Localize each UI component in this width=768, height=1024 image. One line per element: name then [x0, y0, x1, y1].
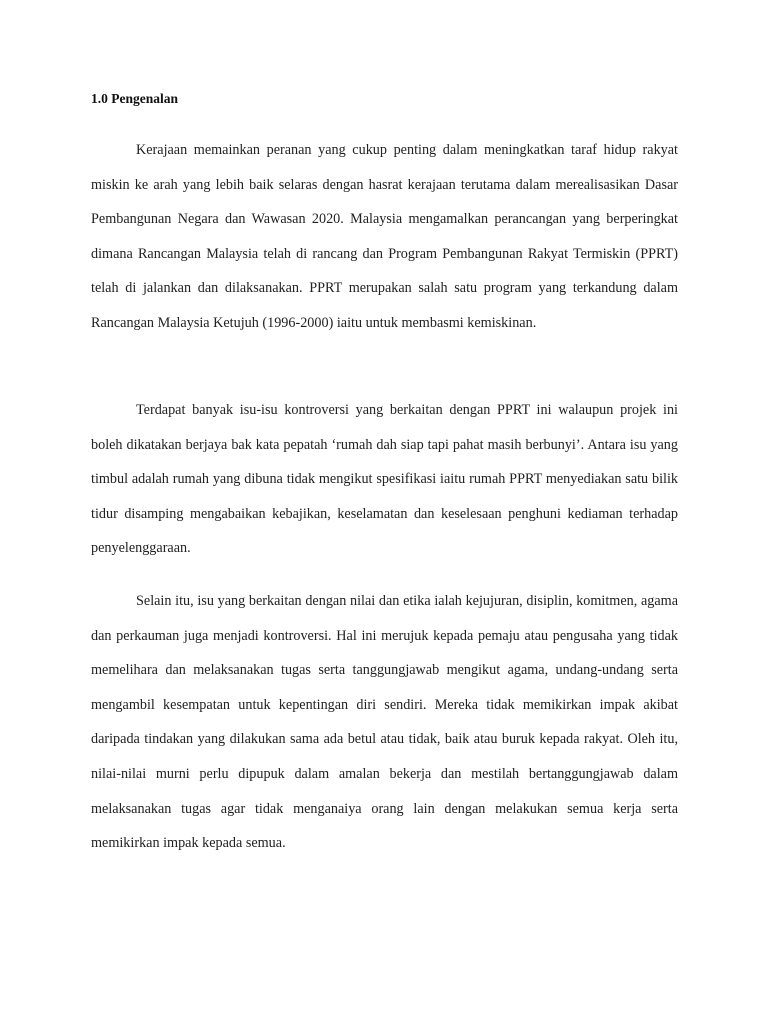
- paragraph-controversy: Terdapat banyak isu-isu kontroversi yang berkaitan dengan PPRT ini walaupun projek ini boleh dikatakan berjaya bak kata pepatah ‘rumah dah siap tapi pahat masih berbunyi’. Antara isu yang timbul adalah rumah yang dibuna tidak mengikut spesifikasi iaitu rumah PPRT menyediakan satu bilik tidur disamping mengabaikan kebajikan, keselamatan dan keselesaan penghuni kediaman terhadap penyelenggaraan.: [91, 402, 678, 557]
- paragraph-introduction: Kerajaan memainkan peranan yang cukup penting dalam meningkatkan taraf hidup rakyat miskin ke arah yang lebih baik selaras dengan hasrat kerajaan terutama dalam merealisasikan Dasar Pembangunan Negara dan Wawasan 2020. Malaysia mengamalkan perancangan yang berperingkat dimana Rancangan Malaysia telah di rancang dan Program Pembangunan Rakyat Termiskin (PPRT) telah di jalankan dan dilaksanakan. PPRT merupakan salah satu program yang terkandung dalam Rancangan Malaysia Ketujuh (1996-2000) iaitu untuk membasmi kemiskinan.: [91, 142, 678, 331]
- paragraph-ethics: Selain itu, isu yang berkaitan dengan nilai dan etika ialah kejujuran, disiplin, komitmen, agama dan perkauman juga menjadi kontroversi. Hal ini merujuk kepada pemaju atau pengusaha yang tidak memelihara dan melaksanakan tugas serta tanggungjawab mengikut agama, undang-undang serta mengambil kesempatan untuk kepentingan diri sendiri. Mereka tidak memikirkan impak akibat daripada tindakan yang dilakukan sama ada betul atau tidak, baik atau buruk kepada rakyat. Oleh itu, nilai-nilai murni perlu dipupuk dalam amalan bekerja dan mestilah bertanggungjawab dalam melaksanakan tugas agar tidak menganaiya orang lain dengan melakukan semua kerja serta memikirkan impak kepada semua.: [91, 593, 678, 852]
- section-heading: 1.0 Pengenalan: [91, 91, 179, 106]
